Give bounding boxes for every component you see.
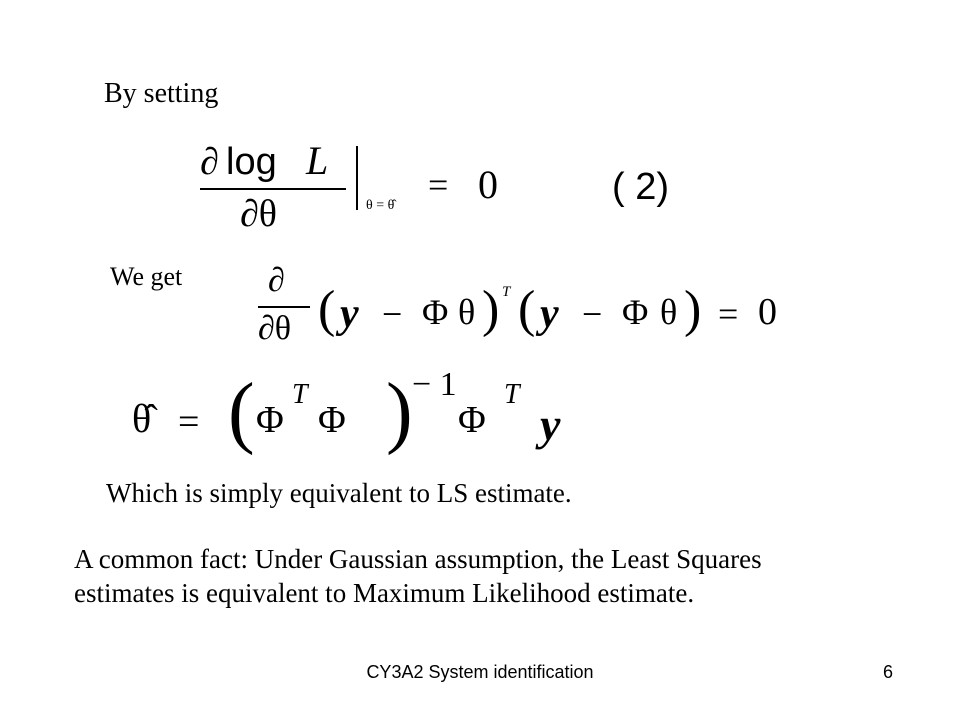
deriv-denominator: ∂θ [258, 310, 292, 347]
deriv-fraction-bar [258, 306, 310, 308]
eq2-partial: ∂ [200, 141, 219, 183]
deriv-minus-1: − [382, 294, 403, 334]
fact-line-2: estimates is equivalent to Maximum Likelihood estimate. [74, 578, 695, 608]
est-equals: = [178, 401, 200, 443]
deriv-phi-1: Φ [422, 292, 449, 332]
eq2-denominator: ∂θ [240, 193, 277, 235]
deriv-lparen-2: ( [518, 281, 536, 338]
deriv-numerator: ∂ [268, 262, 285, 299]
fact-line-1: A common fact: Under Gaussian assumption, the Least Squares [74, 544, 762, 574]
deriv-theta-2: θ [660, 292, 678, 332]
eq2-evaluation-bar [356, 146, 358, 210]
deriv-minus-2: − [582, 294, 603, 334]
page-number: 6 [883, 662, 894, 682]
est-rparen: ) [386, 368, 413, 456]
est-phi-1: Φ [256, 399, 284, 441]
deriv-y-1: y [340, 291, 359, 337]
eq2-condition: θ = θ̂ [366, 198, 395, 213]
est-y: y [540, 399, 561, 450]
eq2-equals: = [428, 165, 449, 205]
eq2-L: L [306, 138, 329, 183]
eq2-label: ( 2) [612, 166, 669, 208]
est-lparen: ( [228, 368, 255, 456]
eq2-zero: 0 [478, 162, 498, 207]
deriv-phi-2: Φ [622, 292, 649, 332]
deriv-rparen-1: ) [482, 281, 500, 338]
by-setting-text: By setting [104, 78, 219, 109]
deriv-rparen-2: ) [684, 281, 702, 338]
est-transpose-1: T [292, 379, 308, 410]
eq2-log: log [226, 141, 277, 183]
ls-estimate-text: Which is simply equivalent to LS estimate. [106, 478, 572, 508]
deriv-theta-1: θ [458, 292, 476, 332]
deriv-transpose: T [502, 284, 511, 300]
est-phi-2: Φ [318, 399, 346, 441]
est-theta-hat: θ̂ [132, 396, 152, 441]
est-phi-3: Φ [458, 399, 486, 441]
deriv-lparen-1: ( [318, 281, 336, 338]
eq2-fraction-bar [200, 188, 346, 190]
deriv-equals: = [718, 294, 739, 334]
est-transpose-2: T [504, 379, 520, 410]
deriv-zero: 0 [758, 291, 777, 333]
deriv-y-2: y [540, 291, 559, 337]
est-inverse-exponent: − 1 [412, 366, 457, 403]
we-get-text: We get [110, 262, 183, 291]
footer-title: CY3A2 System identification [366, 662, 594, 682]
